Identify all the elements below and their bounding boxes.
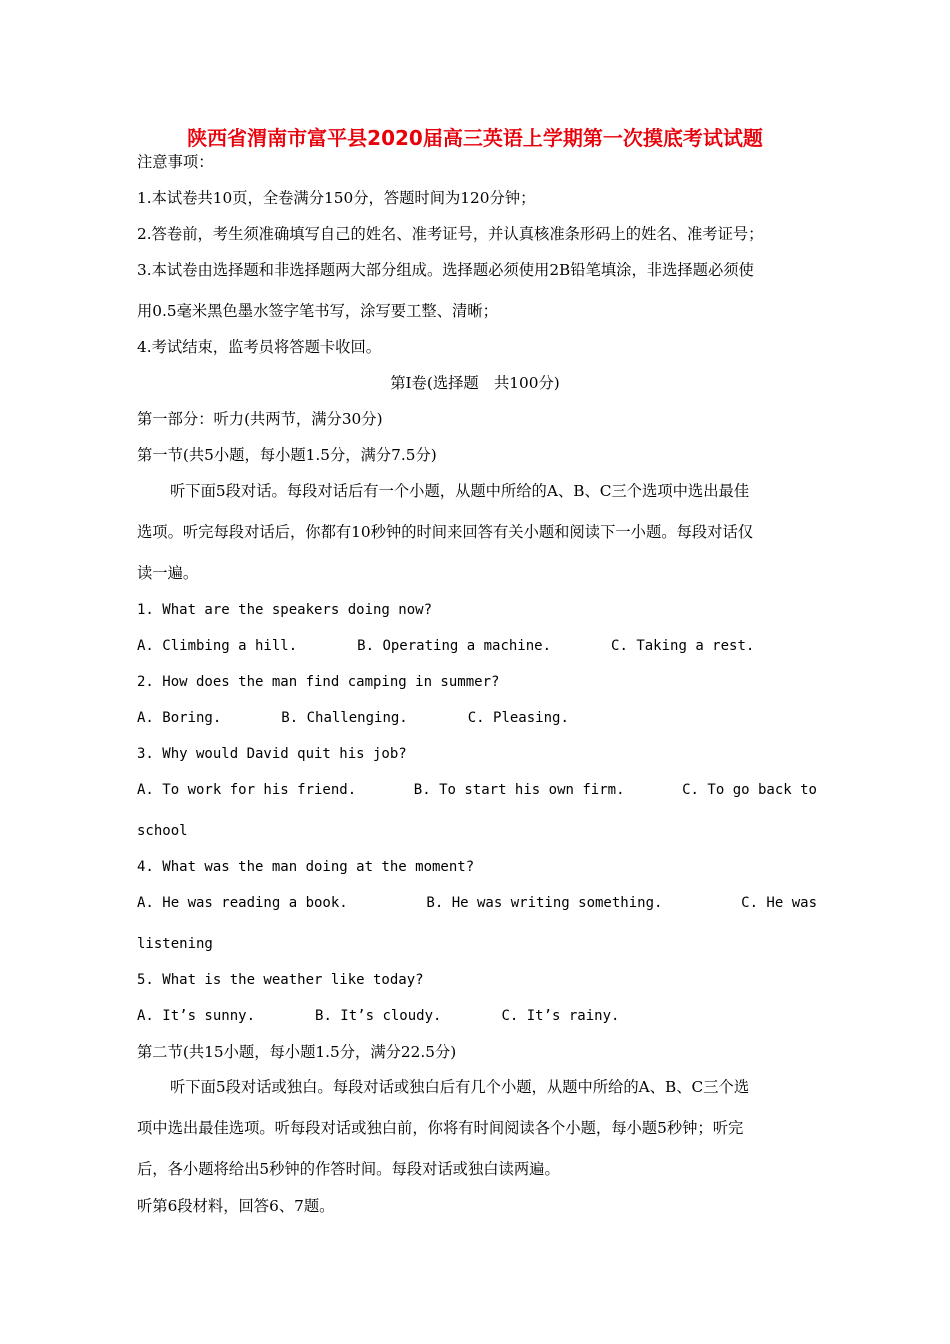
question-4-option-c-continued: listening <box>137 936 213 952</box>
section1-instruction-line-3: 读一遍。 <box>137 564 199 582</box>
question-1: 1. What are the speakers doing now? <box>137 602 433 618</box>
option-a: A. To work for his friend. <box>137 782 357 798</box>
question-4-options <box>137 893 817 913</box>
section2-instruction-line-2: 项中选出最佳选项。听每段对话或独白前，你将有时间阅读各个小题，每小题5秒钟；听完 <box>137 1119 744 1137</box>
section1-instruction-line-1: 听下面5段对话。每段对话后有一个小题，从题中所给的A、B、C三个选项中选出最佳 <box>170 482 750 500</box>
option-c: C. Taking a rest. <box>611 638 755 654</box>
section2-heading: 第二节(共15小题，每小题1.5分，满分22.5分) <box>137 1043 457 1061</box>
option-a: A. He was reading a book. <box>137 895 348 911</box>
question-2: 2. How does the man find camping in summer? <box>137 674 500 690</box>
section2-instruction-line-3: 后，各小题将给出5秒钟的作答时间。每段对话或独白读两遍。 <box>137 1160 560 1178</box>
document-title: 陕西省渭南市富平县2020届高三英语上学期第一次摸底考试试题 <box>187 126 763 150</box>
section1-heading: 第一节(共5小题，每小题1.5分，满分7.5分) <box>137 446 437 464</box>
option-b: B. It’s cloudy. <box>315 1008 442 1024</box>
option-a: A. It’s sunny. <box>137 1008 256 1024</box>
notice-item-4: 4.考试结束，监考员将答题卡收回。 <box>137 338 382 356</box>
option-b: B. He was writing something. <box>426 895 663 911</box>
option-c: C. It’s rainy. <box>501 1008 620 1024</box>
volume-title: 第Ⅰ卷(选择题 共100分) <box>390 374 560 392</box>
question-5: 5. What is the weather like today? <box>137 972 424 988</box>
question-4: 4. What was the man doing at the moment? <box>137 859 475 875</box>
question-3-options <box>137 780 817 800</box>
question-5-options <box>137 1006 817 1026</box>
notice-heading: 注意事项： <box>137 153 214 171</box>
question-3: 3. Why would David quit his job? <box>137 746 407 762</box>
option-b: B. Operating a machine. <box>357 638 552 654</box>
notice-item-3-line-2: 用0.5毫米黑色墨水签字笔书写，涂写要工整、清晰； <box>137 302 498 320</box>
notice-item-3-line-1: 3.本试卷由选择题和非选择题两大部分组成。选择题必须使用2B铅笔填涂，非选择题必须使 <box>137 261 754 279</box>
notice-item-1: 1.本试卷共10页，全卷满分150分，答题时间为120分钟； <box>137 189 536 207</box>
part1-heading: 第一部分：听力(共两节，满分30分) <box>137 410 383 428</box>
option-b: B. Challenging. <box>281 710 408 726</box>
section1-instruction-line-2: 选项。听完每段对话后，你都有10秒钟的时间来回答有关小题和阅读下一小题。每段对话仅 <box>137 523 754 541</box>
option-c: C. Pleasing. <box>467 710 569 726</box>
material-6-instruction: 听第6段材料，回答6、7题。 <box>137 1197 335 1215</box>
option-c: C. He was <box>741 895 817 911</box>
question-3-option-c-continued: school <box>137 823 188 839</box>
option-a: A. Climbing a hill. <box>137 638 298 654</box>
question-2-options <box>137 708 817 728</box>
option-c: C. To go back to <box>682 782 817 798</box>
notice-item-2: 2.答卷前，考生须准确填写自己的姓名、准考证号，并认真核准条形码上的姓名、准考证号； <box>137 225 764 243</box>
question-1-options <box>137 636 817 656</box>
section2-instruction-line-1: 听下面5段对话或独白。每段对话或独白后有几个小题，从题中所给的A、B、C三个选 <box>170 1078 750 1096</box>
option-b: B. To start his own firm. <box>413 782 625 798</box>
option-a: A. Boring. <box>137 710 222 726</box>
